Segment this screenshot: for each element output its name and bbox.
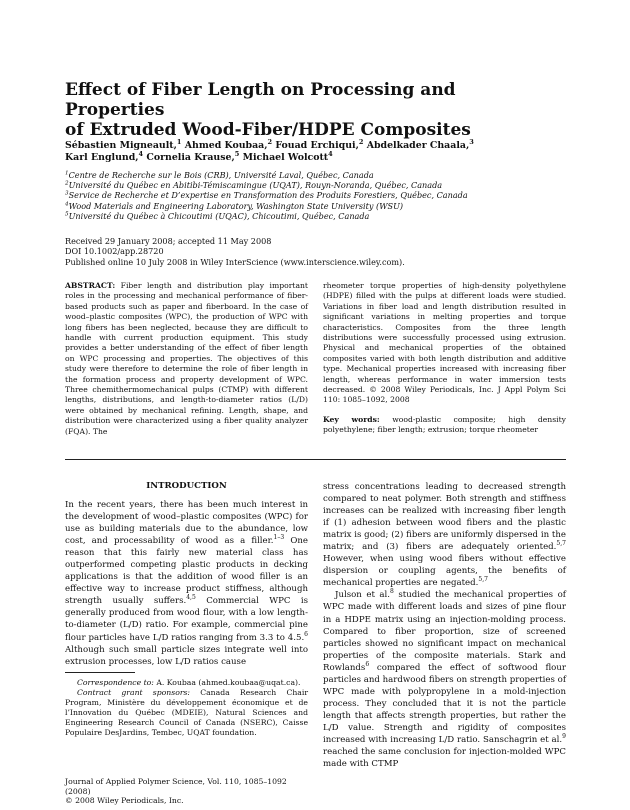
author-affil-sup: 1 [176,137,182,146]
author-affil-sup: 4 [138,149,144,158]
affiliation [65,190,545,200]
affiliation-sup: 4 [65,200,69,207]
affiliation [65,180,545,190]
title-line-1: Effect of Fiber Length on Processing and Properties [65,80,456,120]
text-run: reached the same conclusion for injection-molded WPC made with CTMP [323,747,566,770]
affiliation-text: Université du Québec en Abitibi-Témiscamingue (UQAT), Rouyn-Noranda, Québec, Canada [68,180,443,191]
citation-sup: 6 [365,660,370,668]
affiliation-list [65,170,545,221]
text-run: studied the mechanical properties of WPC made with different loads and sizes of pine flour in a HDPE matrix using an injection-molding process. Compared to fiber proportion, size of screened particles showed no significant impact on mechanical properties of the composite materials. Stark and Rowlands [323,590,566,673]
text-run: Commercial WPC is generally produced from wood flour, with a low length-to-diameter (L/D) ratio. For example, commercial pine flour particles have L/D ratios ranging from 3.3 to 4.5. [65,596,308,643]
affiliation [65,170,545,180]
abstract-text-left: Fiber length and distribution play important roles in the processing and mechanical performance of fiber-based products such as paper and fiberboard. In the case of wood–plastic composites (WPC), the production of WPC with long fibers has been neglected, because they are difficult to handle with current production equipment. This study provides a better understanding of the effect of fiber length on WPC processing and properties. The objectives of this study were therefore to determine the role of fiber length in the formation process and property development of WPC. Three chemithermomechanical pulps (CTMP) with different lengths, distributions, and length-to-diameter ratios (L/D) were obtained by mechanical refining. Length, shape, and distribution were characterized using a fiber quality analyzer (FQA). The [65,281,308,436]
intro-paragraph-1 [65,499,308,668]
journal-copyright: © 2008 Wiley Periodicals, Inc. [65,796,184,806]
author-name: Ahmed Koubaa, [181,140,268,151]
publication-dates [65,236,545,267]
affiliation-sup: 2 [65,180,69,187]
citation-sup: 1–3 [273,534,285,542]
affiliation-text: Centre de Recherche sur le Bois (CRB), Université Laval, Québec, Canada [68,170,374,180]
author-name: Michael Wolcott [239,152,329,163]
citation-sup: 9 [562,733,566,741]
abstract-text-right: rheometer torque properties of high-density polyethylene (HDPE) filled with the pulps at different loads were studied. Variations in fiber load and length distribution resulted in significant variations in melting properties and torque characteristics. Composites from the three length distributions were successfully processed using extrusion. Physical and mechanical properties of the obtained composites varied with both length distribution and additive type. Mechanical properties increased with increasing fiber length, whereas performance in water immersion tests decreased. [323,281,566,395]
author-affil-sup: 4 [328,149,333,158]
author-affil-sup: 3 [469,137,474,146]
text-run: compared the effect of softwood flour particles and hardwood fibers on strength properties of WPC made with polypropylene in a mold-injection process. They concluded that it is not the particle length that affects strength properties, but rather the L/D value. Strength and rigidity of composites increased with increasing L/D ratio. Sanschagrin et al. [323,662,566,745]
grant-text: Canada Research Chair Program, Ministère du développement économique et de l’Innovation du Québec (MDEIE), Natural Sciences and Engineering Research Council of Canada (NSERC), Caisse Populaire DesJardins, Tembec, UQAT foundation. [65,688,308,738]
keywords-text: wood-plastic composite; high density polyethylene; fiber length; extrusion; torque rheometer [323,414,566,435]
author-list [65,137,545,164]
text-run: stress concentrations leading to decreased strength compared to neat polymer. Both strength and stiffness increases can be realized with increasing fiber length if (1) adhesion between wood fibers and the plastic matrix is good; (2) fibers are uniformly dispersed in the matrix; and (3) fibers are adequately oriented. [323,482,566,553]
journal-citation: Journal of Applied Polymer Science, Vol. 110, 1085–1092 (2008) [65,777,287,796]
text-run: However, when using wood fibers without effective dispersion or coupling agents, the benefits of mechanical properties are negated. [323,554,566,589]
abstract-copyright: © 2008 Wiley Periodicals, Inc. J Appl Polym Sci 110: 1085–1092, 2008 [323,385,566,405]
received-line: Received 29 January 2008; accepted 11 May 2008 [65,236,272,246]
abstract-divider [65,459,566,460]
author-name: Abdelkader Chaala, [363,140,470,151]
affiliation-sup: 1 [65,170,69,177]
affiliation-sup: 3 [65,190,69,197]
published-line: Published online 10 July 2008 in Wiley InterScience (www.interscience.wiley.com). [65,256,405,267]
title-line-2: of Extruded Wood-Fiber/HDPE Composites [65,120,471,140]
citation-sup: 5,7 [556,540,566,548]
citation-sup: 5,7 [478,576,488,584]
citation-sup: 4,5 [186,594,196,602]
intro-paragraph-2 [323,589,566,770]
correspondence-text: A. Koubaa (ahmed.koubaa@uqat.ca). [153,678,301,687]
text-run: Julson et al. [335,590,391,601]
author-affil-sup: 5 [234,149,240,158]
grant-label: Contract grant sponsors: [77,688,191,698]
footnotes [65,678,308,739]
intro-paragraph-1-cont [323,481,566,589]
author-affil-sup: 2 [267,137,273,146]
abstract-right-column [323,281,566,436]
affiliation-text: Université du Québec à Chicoutimi (UQAC), Chicoutimi, Québec, Canada [68,210,370,221]
affiliation [65,211,545,221]
text-run: Although such small particle sizes integrate well into extrusion processes, low L/D ratios cause [65,644,308,667]
affiliation [65,201,545,211]
abstract-label: ABSTRACT: [65,281,116,290]
citation-sup: 8 [390,588,394,596]
doi-line: DOI 10.1002/app.28720 [65,246,164,257]
affiliation-sup: 5 [65,211,69,218]
body-column-left [65,499,308,668]
journal-info [65,777,308,806]
author-name: Cornelia Krause, [143,152,235,163]
correspondence-label: Correspondence to: [77,678,154,687]
text-run: One reason that this fairly new material class has outperformed competing plastic products in decking applications is that the addition of wood filler is an effective way to increase product stiffness, although strength usually suffers. [65,536,308,607]
text-run: In the recent years, there has been much interest in the development of wood–plastic composites (WPC) for use as building materials due to the abundance, low cost, and processability of wood as a filler. [65,500,308,547]
author-name: Fouad Erchiqui, [272,140,359,151]
abstract-left-column [65,281,308,437]
affiliation-text: Wood Materials and Engineering Laboratory, Washington State University (WSU) [68,200,404,211]
body-column-right [323,481,566,770]
footnote-rule [65,672,135,673]
article-title [65,80,545,140]
author-name: Karl Englund, [65,152,139,163]
introduction-heading: INTRODUCTION [146,481,227,491]
affiliation-text: Service de Recherche et D’expertise en Transformation des Produits Forestiers, Québec, Canada [68,190,468,201]
keywords-label: Key words: [323,414,380,424]
author-affil-sup: 2 [358,137,364,146]
author-name: Sébastien Migneault, [65,140,177,151]
citation-sup: 6 [304,630,308,638]
